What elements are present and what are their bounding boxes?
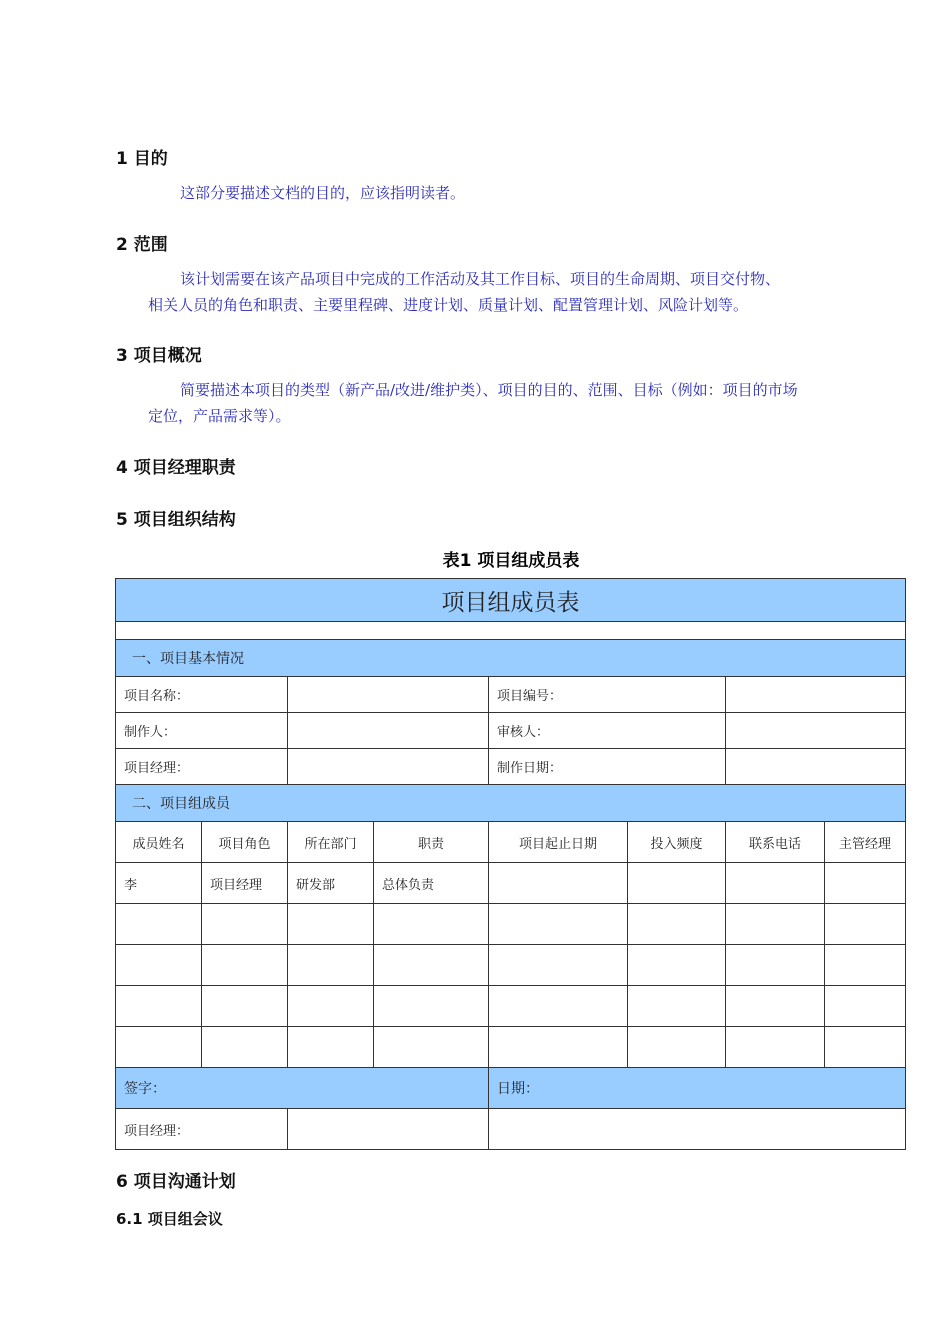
- table-title: 项目组成员表: [116, 579, 906, 622]
- table-cell[interactable]: [288, 945, 374, 986]
- purpose-text: [148, 180, 848, 206]
- col-header: 主管经理: [825, 822, 906, 863]
- table-cell[interactable]: [628, 904, 726, 945]
- table-row: [116, 1027, 906, 1068]
- section-members: 二、项目组成员: [116, 785, 906, 822]
- col-header: 职责: [374, 822, 489, 863]
- project-no-label: 项目编号：: [489, 677, 726, 713]
- table-cell[interactable]: [726, 904, 825, 945]
- spacer-row: [116, 622, 906, 640]
- table-cell[interactable]: [825, 863, 906, 904]
- scope-line-1: 该计划需要在该产品项目中完成的工作活动及其工作目标、项目的生命周期、项目交付物、: [180, 270, 781, 288]
- table-cell[interactable]: [628, 945, 726, 986]
- project-name-label: 项目名称：: [116, 677, 288, 713]
- heading-scope: 2 范围: [116, 235, 168, 255]
- section-basic-info: 一、项目基本情况: [116, 640, 906, 677]
- table-row: [116, 863, 906, 904]
- heading-team-meeting: 6.1 项目组会议: [116, 1210, 223, 1228]
- table-cell[interactable]: [374, 945, 489, 986]
- reviewer-value[interactable]: [726, 713, 906, 749]
- table-cell[interactable]: [628, 986, 726, 1027]
- col-header: 项目起止日期: [489, 822, 628, 863]
- table-cell[interactable]: [374, 904, 489, 945]
- table-cell[interactable]: [726, 1027, 825, 1068]
- col-header: 投入频度: [628, 822, 726, 863]
- date-label: 制作日期：: [489, 749, 726, 785]
- table-cell[interactable]: [726, 986, 825, 1027]
- table-cell[interactable]: [489, 986, 628, 1027]
- sign-date-value[interactable]: [489, 1109, 906, 1150]
- table-cell[interactable]: [288, 1027, 374, 1068]
- heading-org-structure: 5 项目组织结构: [116, 510, 236, 530]
- project-no-value[interactable]: [726, 677, 906, 713]
- table-cell[interactable]: [116, 945, 202, 986]
- col-header: 项目角色: [202, 822, 288, 863]
- table-caption: 表1 项目组成员表: [442, 551, 580, 571]
- manager-label: 项目经理：: [116, 749, 288, 785]
- table-cell[interactable]: [202, 986, 288, 1027]
- table-cell[interactable]: [825, 904, 906, 945]
- table-cell[interactable]: [374, 986, 489, 1027]
- table-cell[interactable]: [116, 904, 202, 945]
- overview-line-1: 简要描述本项目的类型（新产品/改进/维护类）、项目的目的、范围、目标（例如：项目的市场: [180, 381, 798, 399]
- signature-label: 签字：: [116, 1068, 489, 1109]
- table-row: [116, 904, 906, 945]
- col-header: 联系电话: [726, 822, 825, 863]
- table-cell[interactable]: [489, 1027, 628, 1068]
- table-cell[interactable]: [628, 863, 726, 904]
- heading-purpose: 1 目的: [116, 149, 168, 169]
- table-cell[interactable]: 李: [116, 863, 202, 904]
- col-header: 所在部门: [288, 822, 374, 863]
- table-cell[interactable]: [116, 1027, 202, 1068]
- table-cell[interactable]: [288, 904, 374, 945]
- table-cell[interactable]: 总体负责: [374, 863, 489, 904]
- table-cell[interactable]: [374, 1027, 489, 1068]
- sign-date-label: 日期：: [489, 1068, 906, 1109]
- heading-overview: 3 项目概况: [116, 346, 202, 366]
- table-cell[interactable]: [489, 945, 628, 986]
- overview-line-2: 定位，产品需求等）。: [148, 407, 291, 425]
- member-header-row: [116, 822, 906, 863]
- table-cell[interactable]: [489, 863, 628, 904]
- table-cell[interactable]: [628, 1027, 726, 1068]
- scope-text: [148, 266, 848, 318]
- table-cell[interactable]: 研发部: [288, 863, 374, 904]
- reviewer-label: 审核人：: [489, 713, 726, 749]
- table-cell[interactable]: [489, 904, 628, 945]
- sign-manager-value[interactable]: [288, 1109, 489, 1150]
- overview-text: [148, 377, 848, 429]
- col-header: 成员姓名: [116, 822, 202, 863]
- purpose-text-content: 这部分要描述文档的目的，应该指明读者。: [180, 184, 466, 202]
- table-cell[interactable]: [288, 986, 374, 1027]
- table-row: [116, 945, 906, 986]
- table-cell[interactable]: [825, 945, 906, 986]
- author-value[interactable]: [288, 713, 489, 749]
- table-row: [116, 986, 906, 1027]
- table-cell[interactable]: [202, 945, 288, 986]
- project-name-value[interactable]: [288, 677, 489, 713]
- heading-communication-plan: 6 项目沟通计划: [116, 1172, 236, 1192]
- date-value[interactable]: [726, 749, 906, 785]
- scope-line-2: 相关人员的角色和职责、主要里程碑、进度计划、质量计划、配置管理计划、风险计划等。: [148, 296, 749, 314]
- table-cell[interactable]: [202, 904, 288, 945]
- table-cell[interactable]: [116, 986, 202, 1027]
- table-cell[interactable]: [726, 863, 825, 904]
- team-members-table: [115, 578, 906, 1150]
- heading-pm-duties: 4 项目经理职责: [116, 458, 236, 478]
- sign-manager-label: 项目经理：: [116, 1109, 288, 1150]
- table-cell[interactable]: [825, 986, 906, 1027]
- table-cell[interactable]: [726, 945, 825, 986]
- manager-value[interactable]: [288, 749, 489, 785]
- author-label: 制作人：: [116, 713, 288, 749]
- table-cell[interactable]: [825, 1027, 906, 1068]
- table-cell[interactable]: 项目经理: [202, 863, 288, 904]
- table-cell[interactable]: [202, 1027, 288, 1068]
